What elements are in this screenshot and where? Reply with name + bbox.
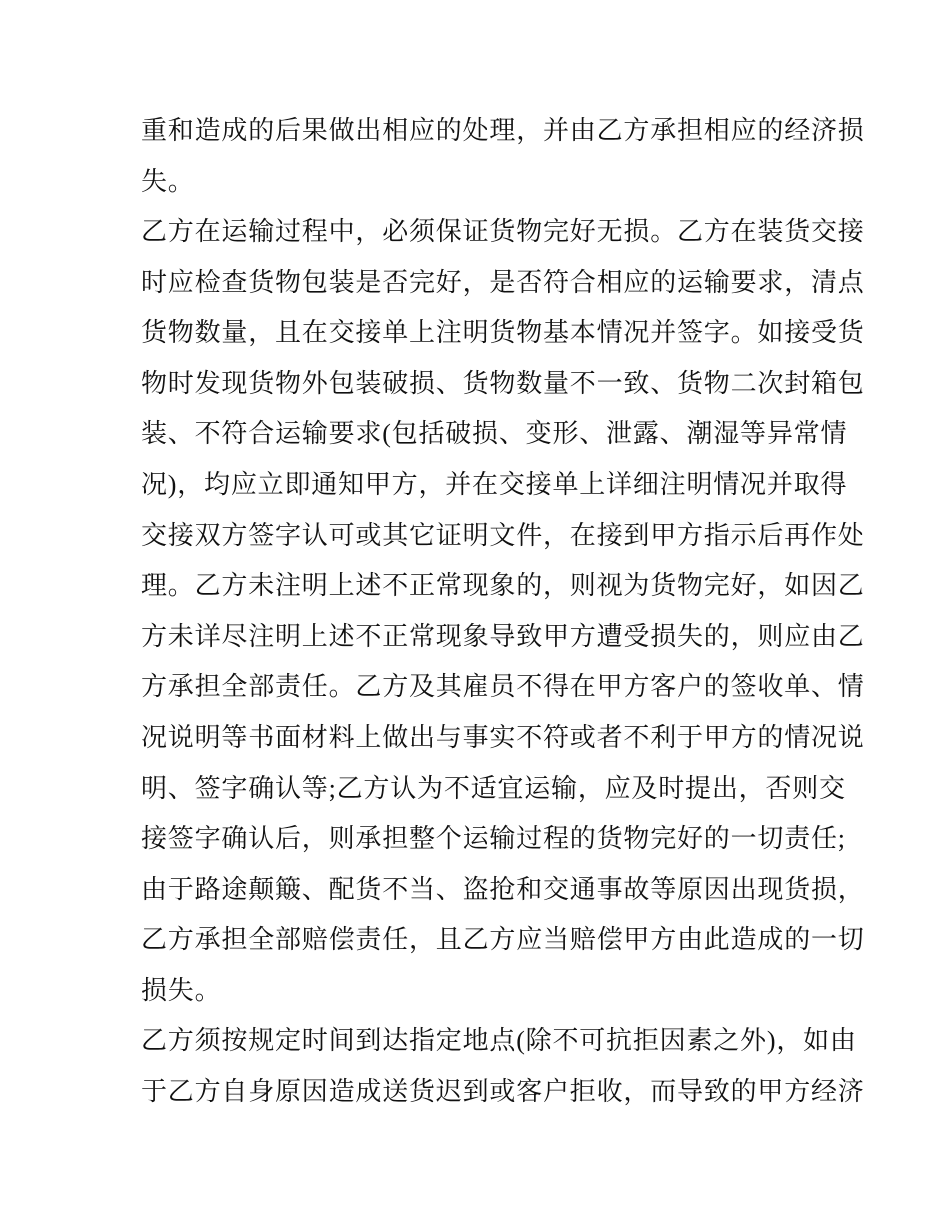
text-line: 明、签字确认等;乙方认为不适宜运输，应及时提出，否则交 <box>141 773 846 803</box>
text-line: 接签字确认后，则承担整个运输过程的货物完好的一切责任; <box>141 824 846 854</box>
text-line: 方承担全部责任。乙方及其雇员不得在甲方客户的签收单、情 <box>141 672 865 702</box>
text-line: 重和造成的后果做出相应的处理，并由乙方承担相应的经济损 <box>141 116 865 145</box>
text-line: 装、不符合运输要求(包括破损、变形、泄露、潮湿等异常情 <box>141 419 848 449</box>
text-line: 货物数量，且在交接单上注明货物基本情况并签字。如接受货 <box>141 318 865 348</box>
text-line: 况)，均应立即通知甲方，并在交接单上详细注明情况并取得 <box>141 470 848 500</box>
text-line: 损失。 <box>141 975 222 1005</box>
text-line: 理。乙方未注明上述不正常现象的，则视为货物完好，如因乙 <box>141 571 865 601</box>
text-line: 失。 <box>141 166 195 196</box>
text-line: 乙方在运输过程中，必须保证货物完好无损。乙方在装货交接 <box>141 217 865 247</box>
text-line: 时应检查货物包装是否完好，是否符合相应的运输要求，清点 <box>141 267 865 297</box>
text-line: 方未详尽注明上述不正常现象导致甲方遭受损失的，则应由乙 <box>141 621 865 651</box>
text-line: 况说明等书面材料上做出与事实不符或者不利于甲方的情况说 <box>141 722 865 752</box>
text-line: 于乙方自身原因造成送货迟到或客户拒收，而导致的甲方经济 <box>141 1077 865 1107</box>
text-line: 乙方承担全部赔偿责任，且乙方应当赔偿甲方由此造成的一切 <box>141 925 865 955</box>
text-line: 由于路途颠簸、配货不当、盗抢和交通事故等原因出现货损， <box>141 874 865 904</box>
text-line: 交接双方签字认可或其它证明文件，在接到甲方指示后再作处 <box>141 520 865 550</box>
text-line: 乙方须按规定时间到达指定地点(除不可抗拒因素之外)，如由 <box>141 1026 857 1056</box>
text-line: 物时发现货物外包装破损、货物数量不一致、货物二次封箱包 <box>141 368 865 398</box>
